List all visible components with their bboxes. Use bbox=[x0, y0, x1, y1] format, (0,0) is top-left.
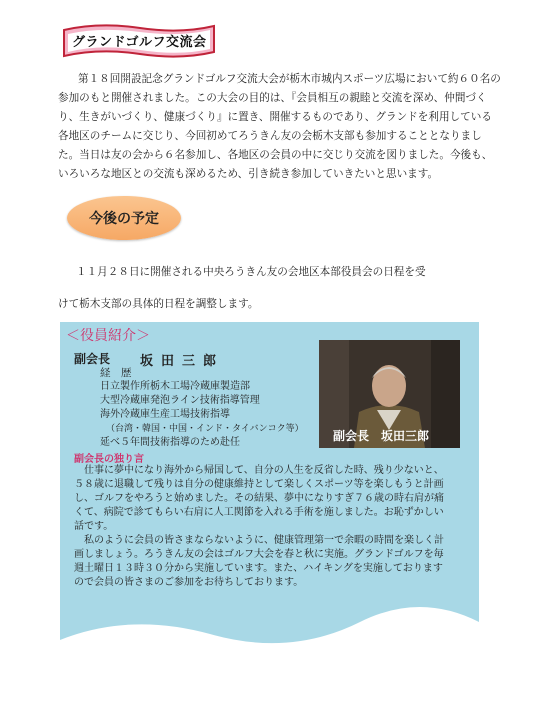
history-item: （台湾・韓国・中国・インド・タイバンコク等） bbox=[106, 424, 304, 434]
officer-panel bbox=[60, 322, 479, 662]
photo-caption: 副会長 坂田三郎 bbox=[333, 429, 430, 443]
plan-badge bbox=[67, 196, 181, 240]
musing-text bbox=[74, 464, 446, 590]
history-list bbox=[100, 380, 304, 450]
page-heading: グランドゴルフ交流会 bbox=[72, 35, 207, 50]
plan-line-2: けて栃木支部の具体的日程を調整します。 bbox=[58, 298, 259, 310]
officer-section-title: ＜役員紹介＞ bbox=[66, 328, 150, 344]
section-banner bbox=[60, 22, 218, 60]
plan-title: 今後の予定 bbox=[89, 211, 159, 227]
officer-role: 副会長 bbox=[74, 352, 111, 366]
musing-paragraph: 私のように会員の皆さまならないように、健康管理第一で余暇の時間を楽しく計画しましょう。ろうきん友の会はゴルフ大会を春と秋に実施。グランドゴルフを毎週土曜日１３時３０分から実施しています。また、ハイキングを実施しておりますので会員の皆さまのご参加をお待ちしております。 bbox=[74, 535, 444, 588]
history-item: 日立製作所栃木工場冷蔵庫製造部 bbox=[100, 381, 250, 392]
history-item: 海外冷蔵庫生産工場技術指導 bbox=[100, 409, 230, 420]
intro-paragraph: 第１８回開設記念グランドゴルフ交流大会が栃木市城内スポーツ広場において約６０名の参加のもと開催されました。この大会の目的は、『会員相互の親睦と交流を深め、仲間づくり、生きがいづくり、健康づくり』に置き、開催するものであり、グランドを利用している各地区のチームに交じり、今回初めてろうきん友の会栃木支部も参加することとなりました。当日は友の会から６名参加し、各地区の会員の中に交じり交流を図りました。今後も、いろいろな地区との交流も深めるため、引き続き参加していきたいと思います。 bbox=[58, 73, 501, 180]
officer-photo bbox=[319, 340, 460, 448]
officer-name: 坂田三郎 bbox=[140, 354, 225, 369]
musing-paragraph: 仕事に夢中になり海外から帰国して、自分の人生を反省した時、残り少ないと、５８歳に退職して残りは自分の健康維持として楽しくスポーツ等を楽しもうと計画し、ゴルフをやろうと始めました。その結果、夢中になりすぎ７６歳の時右肩が痛くて、病院で診てもらい右肩に人工関節を入れる手術を施しました。お恥ずかしい話です。 bbox=[74, 465, 444, 532]
plan-line-1: １１月２８日に開催される中央ろうきん友の会地区本部役員会の日程を受 bbox=[76, 266, 426, 278]
musing-title: 副会長の独り言 bbox=[74, 454, 144, 465]
history-label: 経 歴 bbox=[100, 367, 132, 379]
history-item: 延べ５年間技術指導のため赴任 bbox=[100, 437, 240, 448]
history-item: 大型冷蔵庫発泡ライン技術指導管理 bbox=[100, 395, 260, 406]
